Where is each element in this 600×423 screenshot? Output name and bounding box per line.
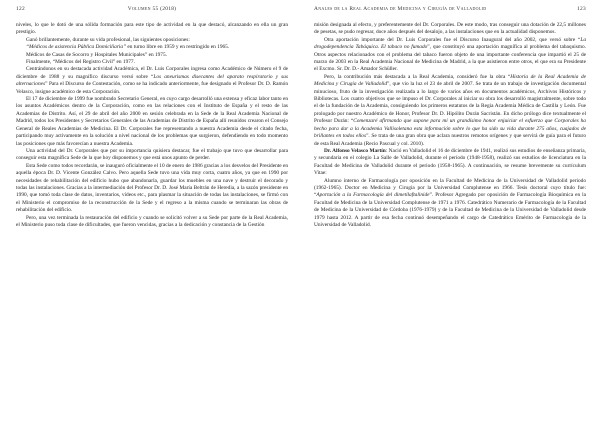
italic-run: Historia de la Real Academia de Medicina y Cirugía de Valladolid bbox=[314, 73, 586, 88]
paragraph bbox=[314, 74, 586, 148]
text-run: Una actividad del Dr. Corporales que por su importancia quisiera destacar, fue el trabajo que tuvo que desarrollar para conseguir esta magnífica Sede de la que hoy disponemos y que está unos apunto de perder. bbox=[16, 147, 288, 162]
left-page-number: 122 bbox=[16, 6, 25, 12]
italic-run: “Médicos de asistencia Pública Domiciliaria” bbox=[26, 44, 127, 51]
paragraph bbox=[16, 52, 288, 59]
text-run: : Nació en Valladolid el 16 de diciembre de 1941, realizó sus estudios de enseñanza primaria, y secundaria en el colegio La Salle de Valladolid, durante el período (1948-1958), realizó sus estudios de licenciatura en la Facultad de Medicina de Valladolid durante el periodo (1958-1965). A continuación, se resume brevemente su currículum Vitae: bbox=[314, 147, 586, 177]
italic-run: Aportación a la Farmacología del dimetilaftalinide bbox=[316, 192, 430, 199]
paragraph bbox=[314, 178, 586, 230]
text-run: Esta Sede como todos recordarán, se inauguró oficialmente el 10 de enero de 1986 gracias a los desvelos del Presidente en aquella época Dr. D. Vicente González Calvo. Pero aquella Sede tuvo una vida muy corta, cuatro años, ya que en 1990 por necesidades de rehabilitación del edificio hubo que abandonarla, guardar los muebles en una nave y destruir el decorado y todas las instalaciones. Gracias a la intermediación del Profesor Dr. D. José María Beltrán de Heredia, a la sazón presidente en 1990, que tomó toda clase de datos, inventarios, vídeos etc., para plasmar la situación de todas las instalaciones, se firmó con el Ministerio el compromiso de la reconstrucción de la Sede y el regreso a la misma cuando se terminaran las obras de rehabilitación del edificio. bbox=[16, 162, 288, 214]
text-run: Ganó brillantemente, durante su vida profesional, las siguientes oposiciones: bbox=[26, 36, 190, 43]
paragraph bbox=[16, 59, 288, 66]
text-run: Alumno interno de Farmacología por oposición en la Facultad de Medicina de la Universidad de Valladolid periodo (1962-1965). Doctor en Medicina y Cirugía por la Universidad Complutense en 1966. Tesis doctoral cuyo título fue: “ bbox=[314, 177, 586, 199]
paragraph bbox=[16, 66, 288, 96]
text-run: Finalmente, “Médicos del Registro Civil” en 1977. bbox=[26, 59, 135, 66]
paragraph bbox=[16, 163, 288, 215]
text-run: Pero, una vez terminada la restauración del edificio y cuando se solicitó volver a su Sede por parte de la Real Academia, el Ministerio puso toda clase de dificultades, que fueron vencidas, gracias a la dedicación y constancia de la Gestión bbox=[16, 214, 288, 228]
paragraph bbox=[16, 96, 288, 148]
text-run: El 17 de diciembre de 1999 fue nombrado Secretario General, en cuyo cargo desarrolló una extensa y eficaz labor tanto en los asuntos Académicos dentro de la Corporación, como en las relaciones con el Instituto de España y el resto de las Academias de Distrito. Así, el 29 de abril del año 2000 en sesión celebrada en la Sede de la Real Academia Nacional de Madrid, todos los Presidentes y Secretarios Generales de las Academias de Distrito de España allí reunidos crearon el Consejo General de Reales Academias de Medicina. El Dr. Corporales fue representando a nuestra Academia desde el citado fecha, participando muy activamente en la solución a nivel nacional de los problemas que surgieron, defendiendo en todo momento las posiciones que más favorecían a nuestra Academia. bbox=[16, 96, 288, 147]
text-run: ”, que vio la luz el 23 de abril de 2007. Se trata de un trabajo de investigación documental minucioso, fruto de la investigación realizada a lo largo de varios años en documentos académicos, Archivos Históricos y Bibliotecas. Los cuatro objetivos que se impuso el Dr. Corporales al iniciar su obra los desarrolló magistralmente, sobre todo el de la fundación de la Academia, consiguiendo los primeros estatutos de la Regia Academia Médica de Castilla y León. Fue prologado por nuestro Académico de Honor, Profesor Dr. D. Hipólito Durán Sacristán. En dicho prólogo dice textualmente el Profesor Durán: “ bbox=[314, 81, 587, 125]
text-run: Centrándonos en su destacada actividad Académica, el Dr. Luis Corporales ingresa como Académico de Número el 9 de diciembre de 1988 y su magnífico discurso versó sobre “ bbox=[16, 66, 288, 80]
bold-run: Dr. Alfonso Velasco Martín bbox=[324, 147, 386, 154]
paragraph bbox=[16, 148, 288, 163]
text-run: misión designada al efecto, y preferentemente del Dr. Corporales. De este modo, tras conseguir una dotación de 22,5 millones de pesetas, se pudo regresar, doce años después del desalojo, a las instalaciones que en la actualidad disponemos. bbox=[314, 22, 586, 36]
right-page bbox=[300, 0, 600, 423]
paragraph bbox=[314, 22, 586, 37]
text-run: ”. Se trata de una gran obra que aclara nuestros remotos orígenes y que servirá de guía para el futuro de esta Real Academia (Recio Pascual y col. 2010). bbox=[314, 133, 586, 147]
paragraph bbox=[314, 148, 586, 178]
italic-run: La drogodependencia Tabáquica. El tabaco no fumado bbox=[314, 36, 586, 51]
italic-run: Comenzaré afirmando que supone para mí un grandísimo honor enjuiciar el esfuerzo que Corporales ha hecho para dar a la Academia Vallisoletana esta información sobre lo que ha sido su vida durante 275 años, cuajados de brillantes en todos ellos bbox=[314, 118, 586, 140]
left-running-head bbox=[16, 6, 288, 16]
text-run: Médicos de Casas de Socorro y Hospitales Municipales” en 1975. bbox=[26, 51, 167, 58]
text-run: en turno libre en 1959 y en restringido en 1965. bbox=[126, 44, 230, 51]
text-run: ”. Profesor Agregado por oposición de Farmacología Bioquímica en la Facultad de Medicina de la Universidad Complutense de 1971 a 1976. Catedrático Numerario de Farmacología de la Facultad de Medicina de la Universidad de Córdoba (1976-1979) y de la Facultad de Medicina de la Universidad de Valladolid desde 1979 hasta 2012. A partir de esa fecha continuó desempeñando el cargo de Catedrático Emérito de Farmacología de la Universidad de Valladolid. bbox=[314, 192, 586, 228]
right-running-title: Anales de la Real Academia de Medicina y Cirugía de Valladolid bbox=[314, 6, 487, 12]
left-body-text bbox=[16, 22, 288, 229]
paragraph bbox=[16, 22, 288, 37]
text-run: ” Para el Discurso de Contestación, como se ha indicado anteriormente, fue designado el Profesor Dr. D. Ramón Velasco, insigne académico de esta Corporación. bbox=[16, 81, 288, 95]
right-page-number: 123 bbox=[577, 6, 586, 12]
left-running-title: Volumen 55 (2018) bbox=[127, 6, 177, 12]
text-run: niveles, lo que le dotó de una sólida formación para este tipo de actividad en la que destacó, alcanzando en ella un gran prestigio. bbox=[16, 22, 288, 36]
text-run: Pero, la contribución más destacada a la Real Academia, consideró fue la obra “ bbox=[324, 73, 511, 80]
text-run: Otra aportación importante del Dr. Luis Corporales fue el Discurso Inaugural del año 2002, que versó sobre “ bbox=[324, 36, 581, 43]
right-running-head bbox=[314, 6, 586, 16]
paragraph bbox=[314, 37, 586, 74]
right-body-text bbox=[314, 22, 586, 229]
paragraph bbox=[16, 44, 288, 51]
italic-run: Los aneurismas disecantes del aparato respiratorio y sus alternaciones bbox=[16, 73, 289, 88]
paragraph bbox=[16, 215, 288, 230]
text-run: ”, que constituyó una aportación magnífica al problema del tabaquismo. Otros aspectos relacionados con el problema del tabaco fueron objeto de una importante conferencia que impartió el 25 de marzo de 2003 en la Real Academia Nacional de Medicina de Madrid, a la que asistieron entre otros, el que era su Presidente el Excmo. Sr. Dr. D.- Amador Schüller. bbox=[314, 44, 586, 73]
